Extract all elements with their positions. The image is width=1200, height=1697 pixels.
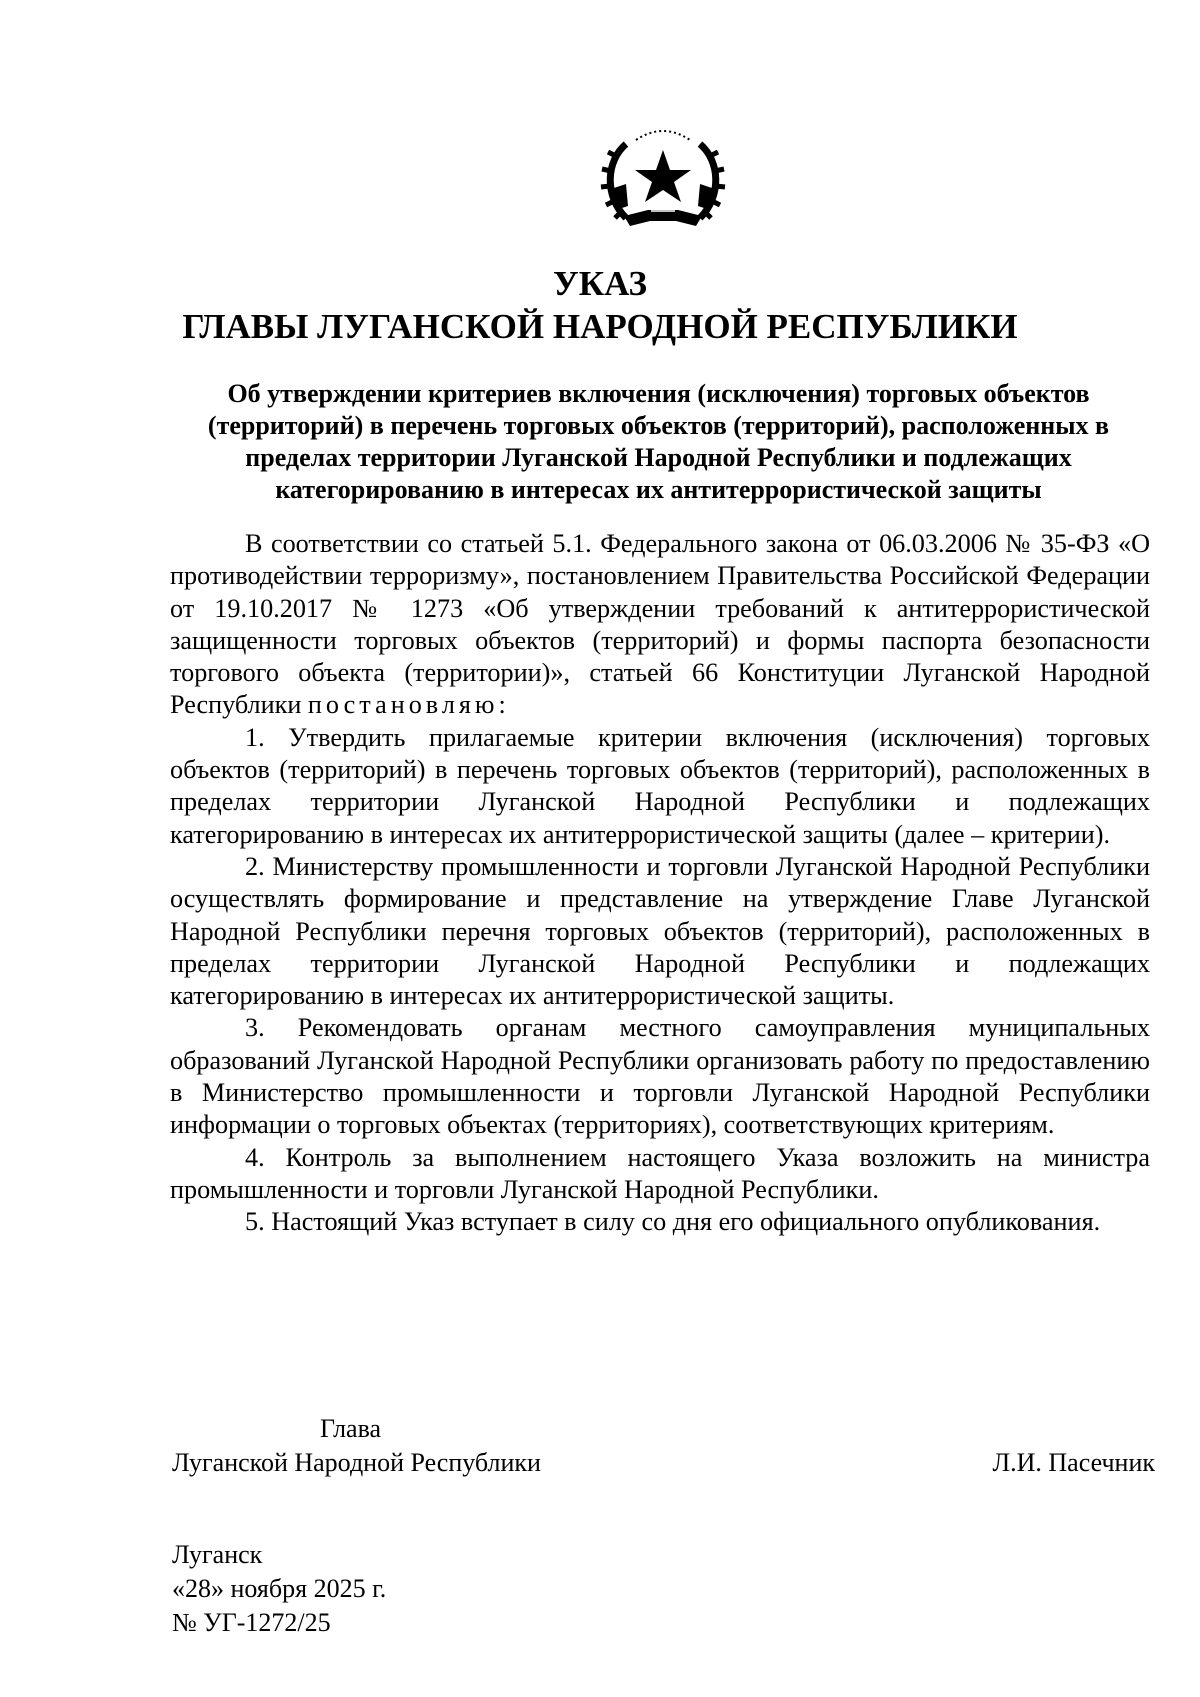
decree-date: «28» ноября 2025 г. — [172, 1574, 387, 1603]
preamble-paragraph — [170, 528, 1150, 722]
signatory-name: Л.И. Пасечник — [992, 1448, 1155, 1477]
decree-city: Луганск — [172, 1540, 263, 1569]
decree-item-5: 5. Настоящий Указ вступает в силу со дня его официального опубликования. — [245, 1207, 1101, 1237]
decree-item-1: 1. Утвердить прилагаемые критерии включения (исключения) торговых объектов (территорий) в перечень торговых объектов (территорий), расположенных в пределах территории Луганской Народной Республики и подлежащих категорированию в интересах их антитеррористической защиты (далее – критерии). — [170, 722, 1150, 849]
decree-body — [170, 528, 1150, 1239]
decree-item-3: 3. Рекомендовать органам местного самоуправления муниципальных образований Луганской Народной Республики организовать работу по предоставлению в Министерство промышленности и торговли Луганской Народной Республики информации о торговых объектах (территориях), соответствующих критериям. — [170, 1013, 1150, 1140]
decree-subject: Об утверждении критериев включения (исключения) торговых объектов (территорий) в перечень торговых объектов (территорий), расположенных в пределах территории Луганской Народной Республики и подлежащих категорированию в интересах их антитеррористической защиты — [207, 379, 1110, 504]
preamble-text: В соответствии со статьей 5.1. Федерального закона от 06.03.2006 № 35-ФЗ «О противодействии терроризму», постановлением Правительства Российской Федерации от 19.10.2017 № 1273 «Об утверждении требований к антитеррористической защищенности торговых объектов (территорий) и формы паспорта безопасности торгового объекта (территории)», статьей 66 Конституции Луганской Народной Республики — [170, 529, 1150, 720]
decree-word: постановляю: — [307, 690, 510, 720]
signatory-role: Глава — [320, 1414, 382, 1443]
coat-of-arms-icon — [596, 126, 730, 236]
decree-item-4: 4. Контроль за выполнением настоящего Указа возложить на министра промышленности и торговли Луганской Народной Республики. — [170, 1142, 1150, 1204]
document-title: УКАЗ — [553, 264, 647, 303]
decree-item-2: 2. Министерству промышленности и торговли Луганской Народной Республики осуществлять формирование и представление на утверждение Главе Луганской Народной Республики перечня торговых объектов (территорий), расположенных в пределах территории Луганской Народной Республики и подлежащих категорированию в интересах их антитеррористической защиты. — [170, 851, 1150, 1011]
decree-meta — [172, 1538, 386, 1640]
issuer-title: ГЛАВЫ ЛУГАНСКОЙ НАРОДНОЙ РЕСПУБЛИКИ — [182, 307, 1018, 346]
signatory-organization: Луганской Народной Республики — [172, 1448, 541, 1477]
decree-number: № УГ-1272/25 — [172, 1608, 331, 1637]
